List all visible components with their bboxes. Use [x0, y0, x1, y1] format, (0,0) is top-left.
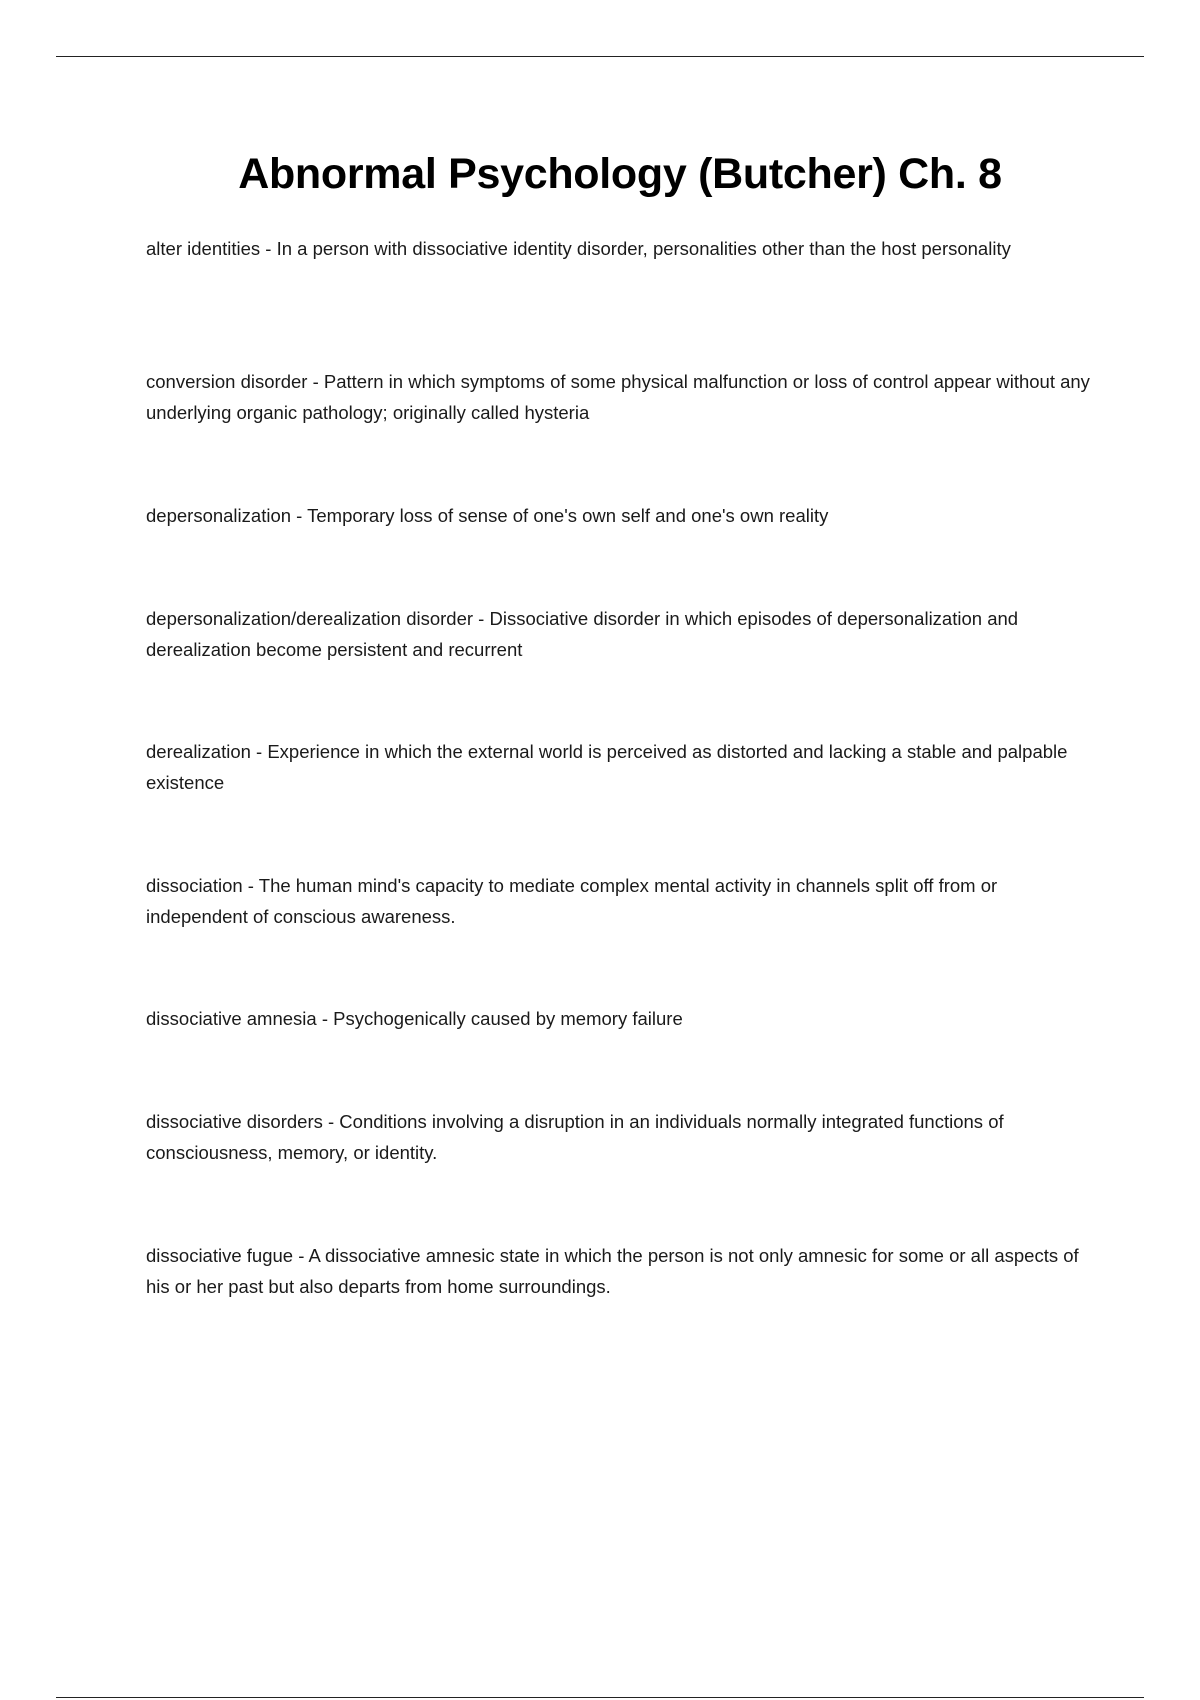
- top-divider: [56, 56, 1144, 57]
- glossary-entry-derealization: derealization - Experience in which the external world is perceived as distorted and lacking a stable and palpable existence: [146, 741, 1068, 793]
- bottom-divider: [56, 1697, 1144, 1698]
- glossary-entry-dissociation: dissociation - The human mind's capacity to mediate complex mental activity in channels split off from or independent of conscious awareness.: [146, 875, 998, 927]
- glossary-entry-depersonalization: depersonalization - Temporary loss of sense of one's own self and one's own reality: [146, 505, 829, 526]
- glossary-entry-depersonalization-derealization-disorder: depersonalization/derealization disorder - Dissociative disorder in which episodes of depersonalization and derealization become persistent and recurrent: [146, 608, 1019, 660]
- glossary-entry-dissociative-fugue: dissociative fugue - A dissociative amnesic state in which the person is not only amnesic for some or all aspects of his or her past but also departs from home surroundings.: [146, 1245, 1079, 1297]
- glossary-entry-alter-identities: alter identities - In a person with dissociative identity disorder, personalities other than the host personality: [146, 238, 1011, 259]
- glossary-entry-dissociative-amnesia: dissociative amnesia - Psychogenically caused by memory failure: [146, 1008, 683, 1029]
- page-title: Abnormal Psychology (Butcher) Ch. 8: [238, 150, 1002, 198]
- glossary-entry-conversion-disorder: conversion disorder - Pattern in which symptoms of some physical malfunction or loss of control appear without any underlying organic pathology; originally called hysteria: [146, 371, 1090, 423]
- glossary-entry-dissociative-disorders: dissociative disorders - Conditions involving a disruption in an individuals normally integrated functions of consciousness, memory, or identity.: [146, 1111, 1004, 1163]
